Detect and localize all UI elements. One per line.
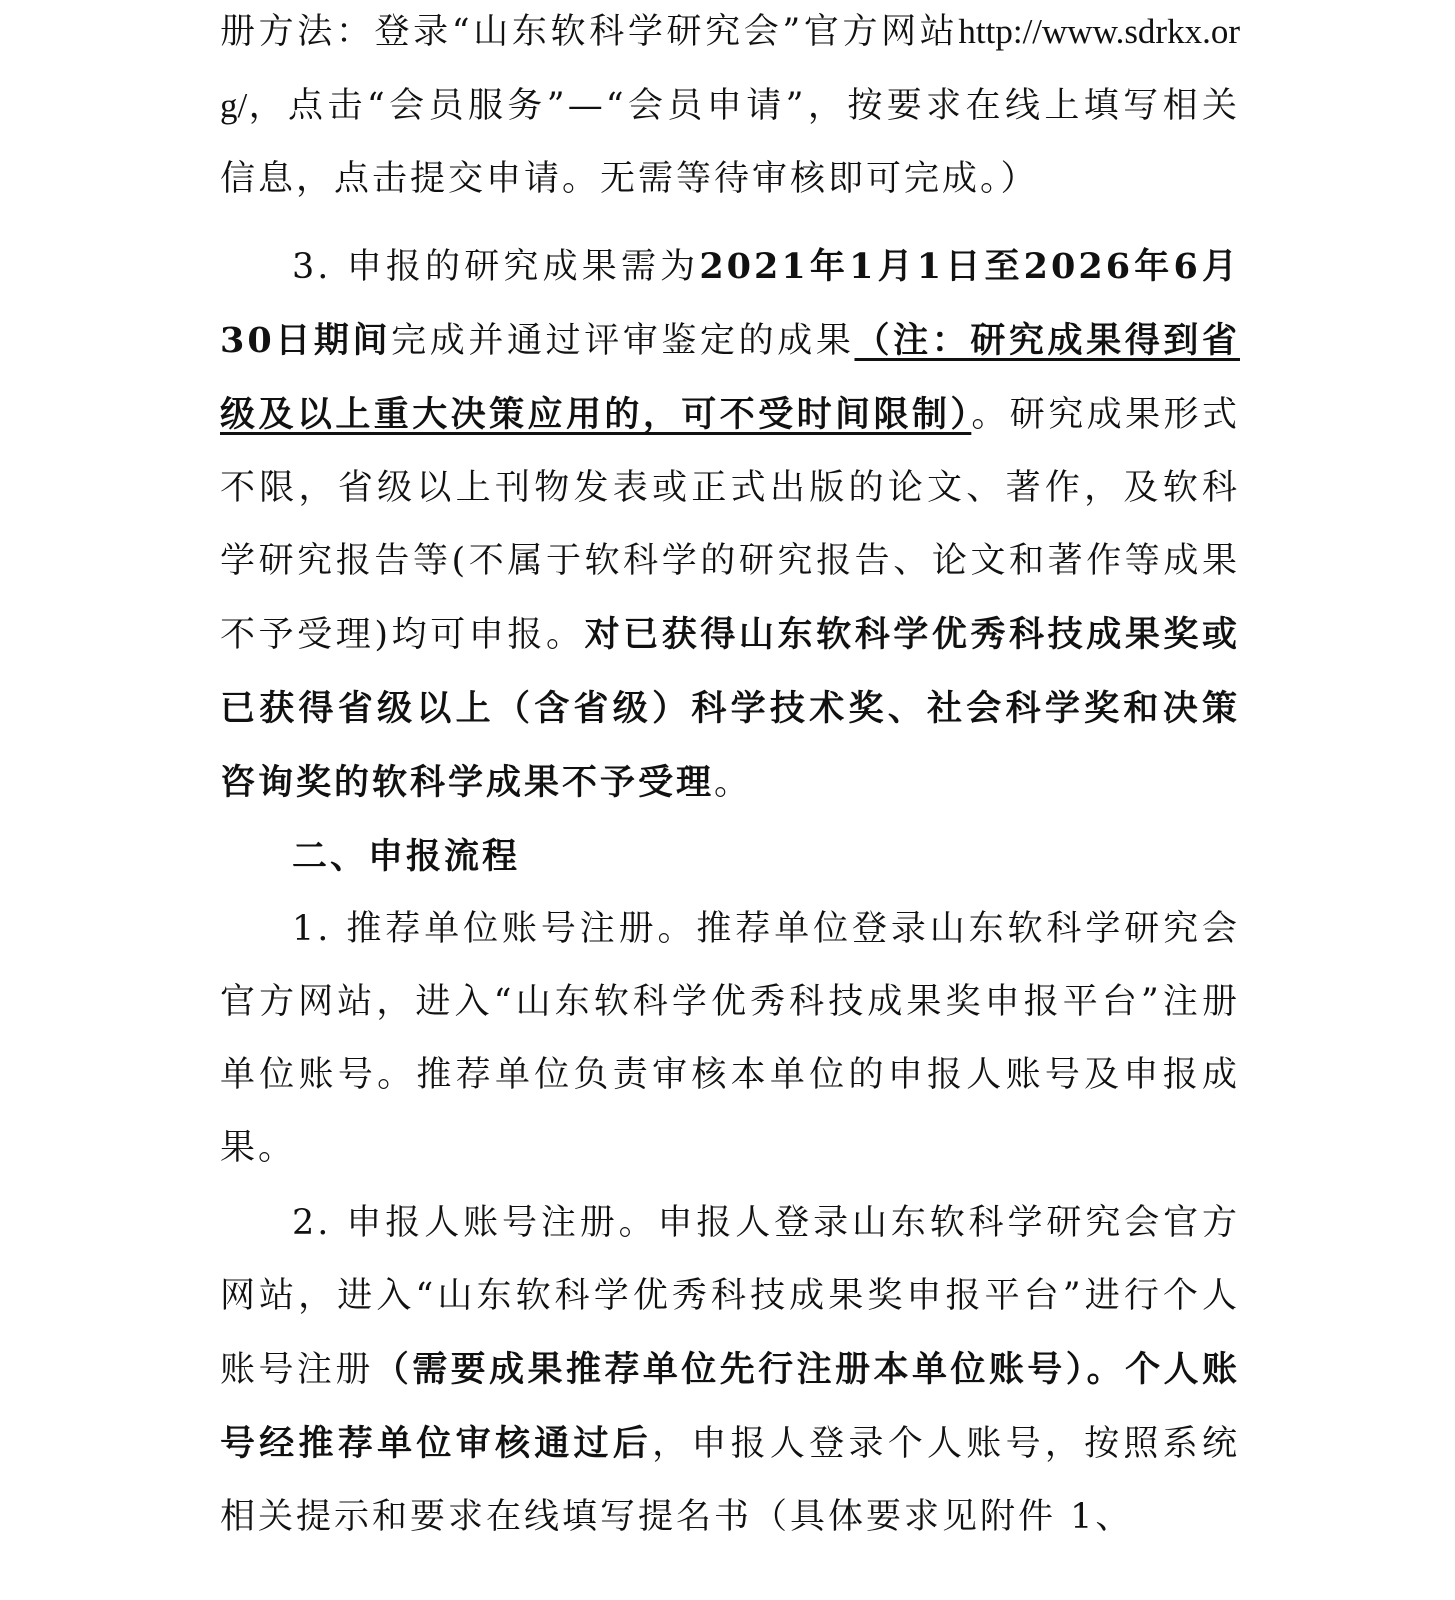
paragraph-item-3 — [220, 230, 1240, 820]
section-heading: 二、申报流程 — [292, 836, 521, 877]
text-segment: ，申报人登录个人账号，按照系统相关提示和要求在线填写提名书（具体要求见附件 1、 — [220, 1424, 1240, 1537]
paragraph-step-1 — [220, 893, 1240, 1185]
note-underlined: （注：研究成果得到省级及以上重大决策应用的，可不受时间限制） — [220, 320, 1240, 435]
text-segment: 。 — [714, 763, 753, 803]
paragraph-step-2 — [220, 1187, 1240, 1554]
exclusion-bold: 对已获得山东软科学优秀科技成果奖或已获得省级以上（含省级）科学技术奖、社会科学奖和决策咨询奖的软科学成果不予受理 — [220, 614, 1240, 803]
text-segment: 1. 推荐单位账号注册。推荐单位登录山东软科学研究会官方网站，进入“山东软科学优秀科技成果奖申报平台”注册单位账号。推荐单位负责审核本单位的申报人账号及申报成果。 — [220, 909, 1240, 1168]
date-range-bold: 2021年1月1日至2026年6月30日期间 — [220, 246, 1240, 361]
requirement-bold: （需要成果推荐单位先行注册本单位账号）。个人账号经推荐单位审核通过后 — [220, 1349, 1240, 1464]
text-segment: 2. 申报人账号注册。申报人登录山东软科学研究会官方网站，进入“山东软科学优秀科技成果奖申报平台”进行个人账号注册 — [220, 1203, 1240, 1390]
text-segment: ，点击“会员服务”—“会员申请”，按要求在线上填写相关信息，点击提交申请。无需等待审核即可完成。） — [220, 86, 1240, 199]
text-segment: 3. 申报的研究成果需为 — [292, 247, 700, 287]
document-body — [220, 0, 1240, 1554]
paragraph-membership-method — [220, 0, 1240, 216]
text-segment: 。研究成果形式不限，省级以上刊物发表或正式出版的论文、著作，及软科学研究报告等(不属于软科学的研究报告、论文和著作等成果不予受理)均可申报。 — [220, 395, 1240, 655]
text-segment: 完成并通过评审鉴定的成果 — [391, 321, 855, 361]
text-segment: 册方法：登录“山东软科学研究会”官方网站 — [220, 12, 959, 52]
website-url: http://www.sdrkx.org/ — [220, 12, 1240, 125]
